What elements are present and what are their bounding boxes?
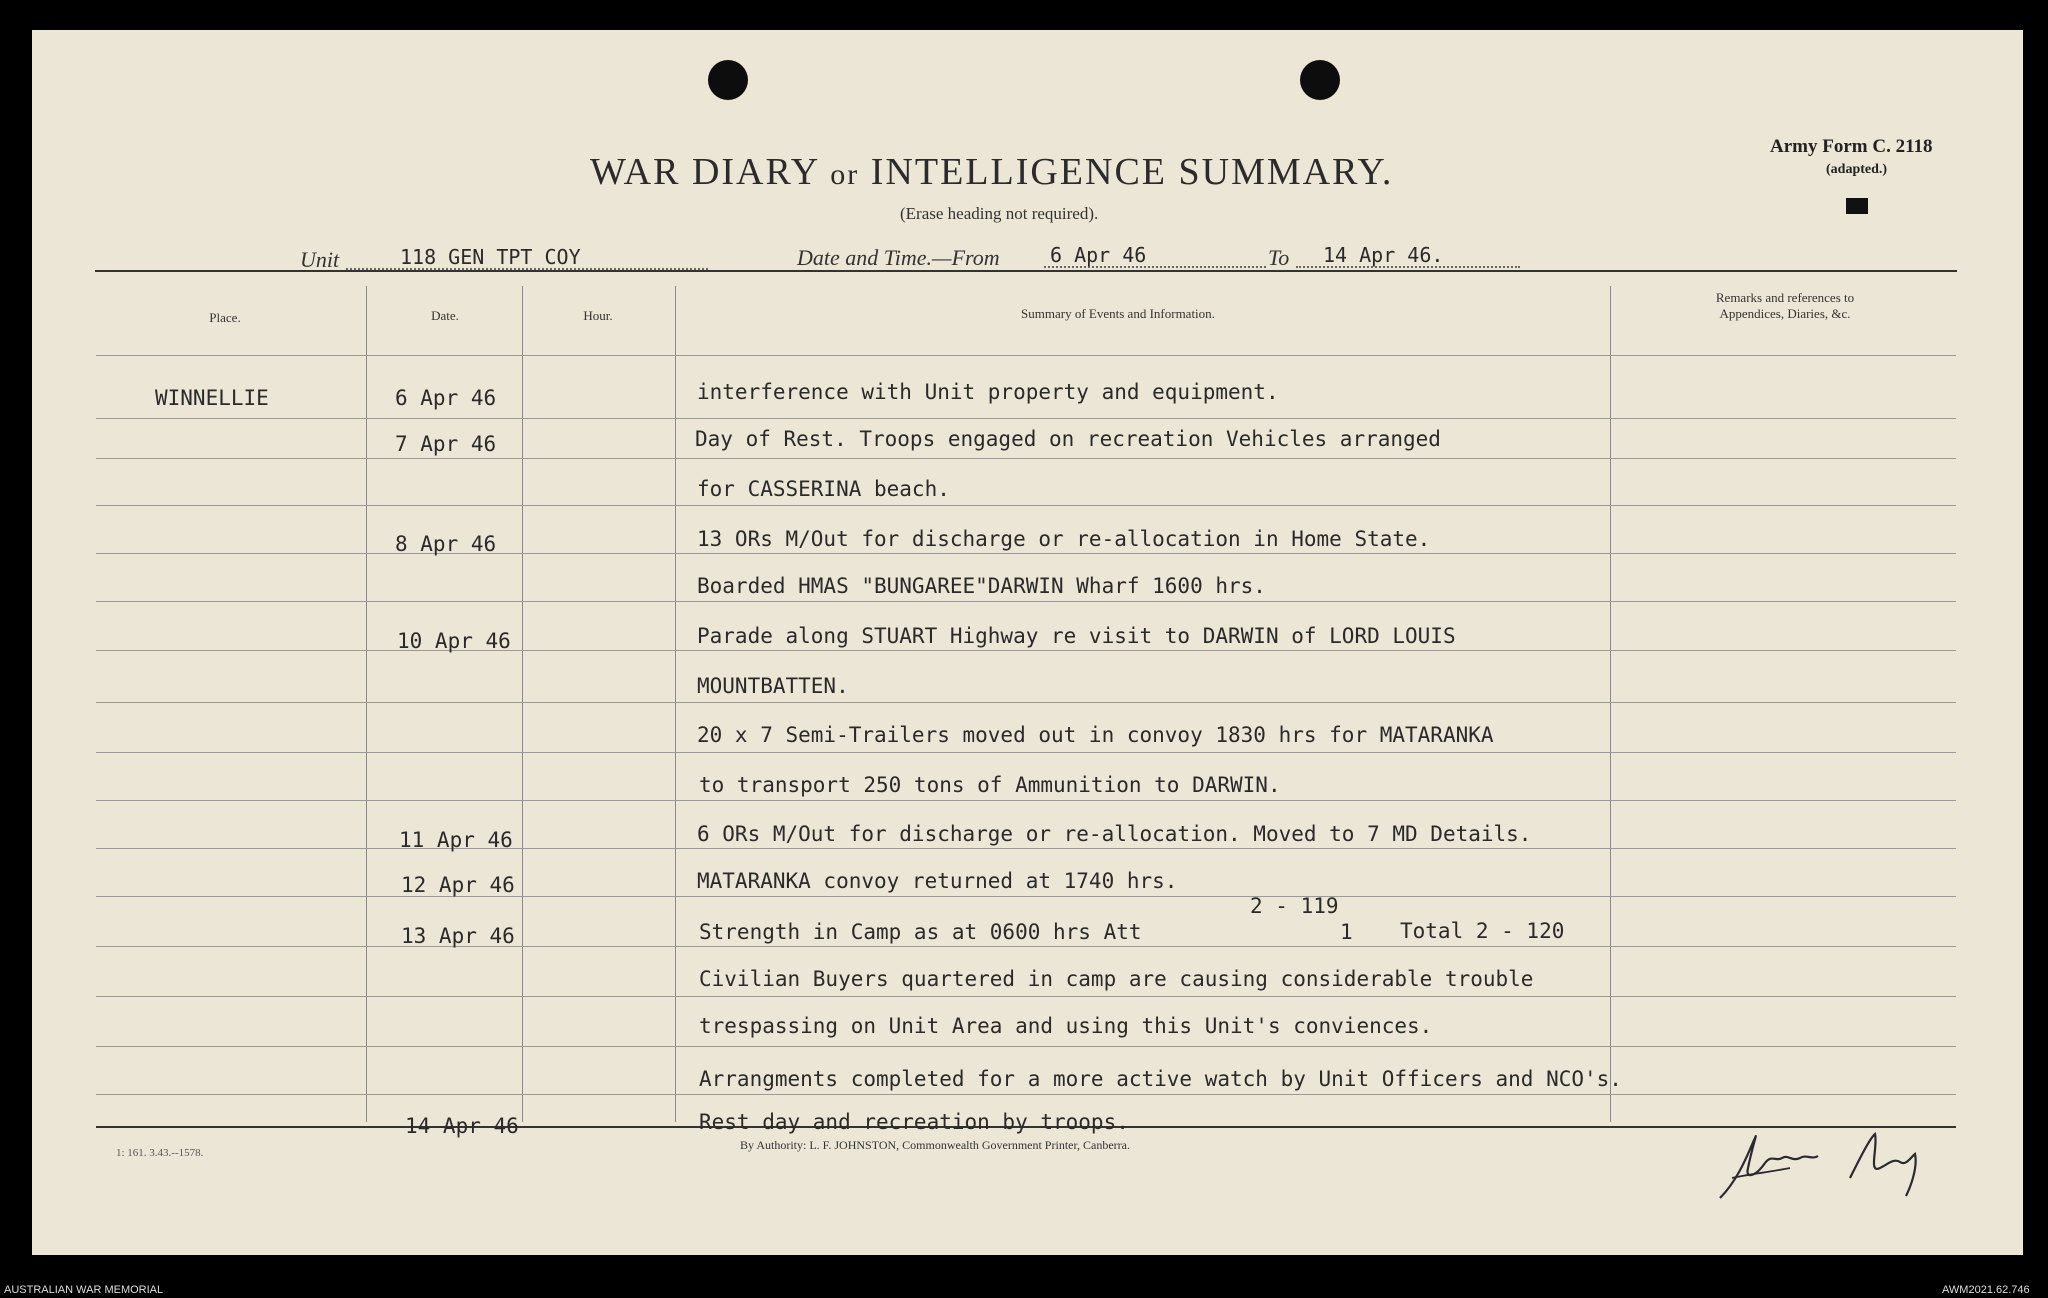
entry-text: Boarded HMAS "BUNGAREE"DARWIN Wharf 1600 hrs.: [697, 574, 1266, 598]
entry-date: 11 Apr 46: [399, 828, 513, 852]
ruled-line: [96, 702, 1956, 703]
to-label: To: [1268, 245, 1290, 270]
entry-text: for CASSERINA beach.: [697, 477, 950, 501]
ruled-line: [96, 553, 1956, 554]
page-title: WAR DIARY or INTELLIGENCE SUMMARY.: [590, 151, 1394, 193]
handwritten-signature: [1710, 1118, 1940, 1208]
print-code: 1: 161. 3.43.--1578.: [116, 1147, 204, 1159]
punch-hole-right: [1300, 60, 1340, 100]
ruled-line: [96, 996, 1956, 997]
entry-text: 20 x 7 Semi-Trailers moved out in convoy 1830 hrs for MATARANKA: [697, 723, 1494, 747]
entry-text: Strength in Camp as at 0600 hrs Att: [699, 920, 1142, 944]
archive-caption-left: AUSTRALIAN WAR MEMORIAL: [4, 1284, 164, 1296]
entry-text: 13 ORs M/Out for discharge or re-allocation in Home State.: [697, 527, 1431, 551]
punch-hole-left: [708, 60, 748, 100]
entry-text: Rest day and recreation by troops.: [699, 1110, 1129, 1134]
column-header-remarks: Remarks and references to Appendices, Diaries, &c.: [1715, 290, 1855, 321]
entry-text: interference with Unit property and equipment.: [697, 380, 1279, 404]
entry-text: Arrangments completed for a more active watch by Unit Officers and NCO's.: [699, 1067, 1622, 1091]
entry-text: MOUNTBATTEN.: [697, 674, 849, 698]
staple-mark: [1846, 198, 1868, 214]
header-row-rule: [96, 355, 1956, 356]
entry-text: 6 ORs M/Out for discharge or re-allocation. Moved to 7 MD Details.: [697, 822, 1532, 846]
ruled-line: [96, 418, 1956, 419]
army-form-adapted: (adapted.): [1826, 162, 1888, 177]
entry-text: Day of Rest. Troops engaged on recreation Vehicles arranged: [695, 427, 1441, 451]
ruled-line: [96, 946, 1956, 947]
entry-date: 8 Apr 46: [395, 532, 497, 556]
entry-date: 14 Apr 46: [405, 1114, 519, 1138]
archive-caption-right: AWM2021.62.746: [1942, 1284, 2030, 1296]
strength-total: Total 2 - 120: [1400, 919, 1565, 943]
ruled-line: [96, 752, 1956, 753]
entry-text: Parade along STUART Highway re visit to DARWIN of LORD LOUIS: [697, 624, 1456, 648]
ruled-line: [96, 458, 1956, 459]
column-header-date: Date.: [431, 308, 459, 323]
ruled-line: [96, 896, 1956, 897]
entry-text: Civilian Buyers quartered in camp are causing considerable trouble: [699, 967, 1534, 991]
from-value: 6 Apr 46: [1050, 243, 1147, 267]
table-top-rule: [95, 270, 1957, 272]
strength-above-line: 2 - 119: [1250, 894, 1339, 918]
column-header-hour: Hour.: [583, 308, 613, 323]
entry-text: to transport 250 tons of Ammunition to DARWIN.: [699, 773, 1281, 797]
entry-date: 12 Apr 46: [401, 873, 515, 897]
column-header-place: Place.: [209, 310, 241, 325]
ruled-line: [96, 650, 1956, 651]
date-time-label: Date and Time.—From: [797, 245, 1000, 270]
entry-text: MATARANKA convoy returned at 1740 hrs.: [697, 869, 1178, 893]
ruled-line: [96, 505, 1956, 506]
army-form-number: Army Form C. 2118: [1770, 136, 1933, 157]
erase-note: (Erase heading not required).: [900, 204, 1099, 223]
unit-label: Unit: [300, 247, 340, 272]
unit-value: 118 GEN TPT COY: [400, 245, 581, 269]
entry-place: WINNELLIE: [155, 386, 269, 410]
strength-attached: 1: [1340, 920, 1353, 944]
entry-text: trespassing on Unit Area and using this Unit's conviences.: [699, 1014, 1433, 1038]
entry-date: 6 Apr 46: [395, 386, 497, 410]
printer-authority: By Authority: L. F. JOHNSTON, Commonwealth Government Printer, Canberra.: [740, 1138, 1130, 1152]
ruled-line: [96, 1094, 1956, 1095]
ruled-line: [96, 1046, 1956, 1047]
ruled-line: [96, 848, 1956, 849]
entry-date: 13 Apr 46: [401, 924, 515, 948]
ruled-line: [96, 800, 1956, 801]
to-value: 14 Apr 46.: [1323, 243, 1444, 267]
entry-date: 7 Apr 46: [395, 432, 497, 456]
ruled-line: [96, 601, 1956, 602]
column-header-summary: Summary of Events and Information.: [1021, 306, 1215, 321]
entry-date: 10 Apr 46: [397, 629, 511, 653]
